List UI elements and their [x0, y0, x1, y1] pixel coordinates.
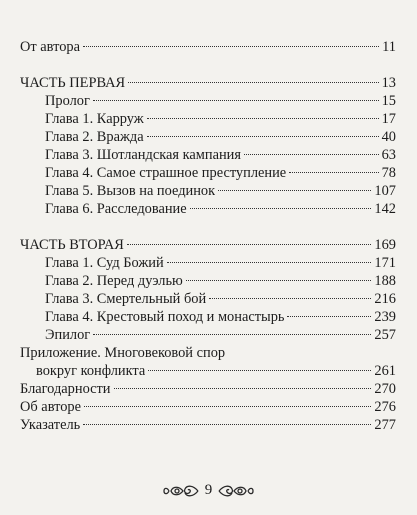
dot-leader	[147, 136, 379, 137]
dot-leader	[289, 172, 378, 173]
toc-entry[interactable]	[20, 362, 396, 380]
toc-spacer	[20, 56, 396, 74]
toc-entry-page: 169	[374, 237, 396, 253]
dot-leader	[148, 370, 371, 371]
toc-entry[interactable]	[20, 128, 396, 146]
dot-leader	[83, 46, 379, 47]
dot-leader	[93, 334, 371, 335]
left-ornament-icon	[163, 483, 199, 499]
page-number: 9	[204, 482, 213, 498]
toc-entry-title: Благодарности	[20, 381, 111, 397]
toc-entry[interactable]	[20, 416, 396, 434]
toc-entry-page: 63	[381, 147, 396, 163]
dot-leader	[186, 280, 372, 281]
toc-entry-page: 239	[374, 309, 396, 325]
toc-entry[interactable]	[20, 146, 396, 164]
toc-entry-title: Глава 4. Крестовый поход и монастырь	[45, 309, 285, 325]
toc-entry-title: Глава 3. Смертельный бой	[45, 291, 207, 307]
toc-entry[interactable]	[20, 38, 396, 56]
toc-entry[interactable]	[20, 200, 396, 218]
toc-entry-title: Глава 3. Шотландская кампания	[45, 147, 241, 163]
dot-leader	[218, 190, 371, 191]
toc-entry-page: 277	[374, 417, 396, 433]
page-footer	[0, 482, 417, 499]
toc-entry-page: 107	[374, 183, 396, 199]
dot-leader	[127, 244, 372, 245]
toc-entry[interactable]	[20, 92, 396, 110]
table-of-contents	[20, 38, 396, 434]
toc-entry[interactable]	[20, 290, 396, 308]
dot-leader	[147, 118, 379, 119]
toc-entry-page: 188	[374, 273, 396, 289]
toc-entry-page: 15	[381, 93, 396, 109]
toc-entry[interactable]	[20, 164, 396, 182]
toc-entry-page: 142	[374, 201, 396, 217]
dot-leader	[167, 262, 372, 263]
toc-entry[interactable]	[20, 380, 396, 398]
toc-entry-page: 40	[381, 129, 396, 145]
toc-entry-page: 216	[374, 291, 396, 307]
toc-entry[interactable]	[20, 308, 396, 326]
dot-leader	[84, 406, 371, 407]
dot-leader	[287, 316, 371, 317]
toc-entry[interactable]	[20, 182, 396, 200]
toc-entry-title: Глава 1. Суд Божий	[45, 255, 164, 271]
toc-entry-title: ЧАСТЬ ВТОРАЯ	[20, 237, 124, 253]
toc-entry[interactable]	[20, 110, 396, 128]
toc-entry-page: 257	[374, 327, 396, 343]
toc-entry-page: 11	[382, 39, 396, 55]
dot-leader	[83, 424, 371, 425]
dot-leader	[190, 208, 372, 209]
dot-leader	[93, 100, 379, 101]
toc-entry-title: От автора	[20, 39, 80, 55]
right-ornament-icon	[218, 483, 254, 499]
toc-entry-page: 78	[381, 165, 396, 181]
toc-entry-title: вокруг конфликта	[36, 363, 146, 379]
toc-entry-title: Глава 2. Вражда	[45, 129, 144, 145]
toc-spacer	[20, 218, 396, 236]
toc-entry[interactable]	[20, 326, 396, 344]
toc-entry-title: Об авторе	[20, 399, 82, 415]
toc-entry-page: 276	[374, 399, 396, 415]
toc-entry-multiline[interactable]	[20, 344, 396, 380]
dot-leader	[244, 154, 379, 155]
toc-entry-title: ЧАСТЬ ПЕРВАЯ	[20, 75, 126, 91]
toc-entry-title: Глава 2. Перед дуэлью	[45, 273, 183, 289]
toc-entry-title: Указатель	[20, 417, 81, 433]
toc-entry-title: Приложение. Многовековой спор	[20, 345, 226, 361]
toc-entry-page: 171	[374, 255, 396, 271]
toc-entry-page: 270	[374, 381, 396, 397]
toc-entry-title: Глава 5. Вызов на поединок	[45, 183, 216, 199]
toc-entry[interactable]	[20, 74, 396, 92]
toc-entry-title: Эпилог	[45, 327, 91, 343]
toc-entry[interactable]	[20, 254, 396, 272]
toc-entry-page: 261	[374, 363, 396, 379]
dot-leader	[128, 82, 378, 83]
dot-leader	[209, 298, 371, 299]
toc-entry[interactable]	[20, 398, 396, 416]
scroll-ornament-icon	[163, 482, 255, 499]
toc-entry-title: Глава 4. Самое страшное преступление	[45, 165, 287, 181]
toc-entry[interactable]	[20, 236, 396, 254]
toc-entry-page: 17	[381, 111, 396, 127]
toc-entry-title: Пролог	[45, 93, 90, 109]
toc-entry-title: Глава 1. Карруж	[45, 111, 144, 127]
toc-entry-page: 13	[381, 75, 396, 91]
toc-entry-title: Глава 6. Расследование	[45, 201, 187, 217]
toc-entry[interactable]	[20, 272, 396, 290]
dot-leader	[114, 388, 372, 389]
